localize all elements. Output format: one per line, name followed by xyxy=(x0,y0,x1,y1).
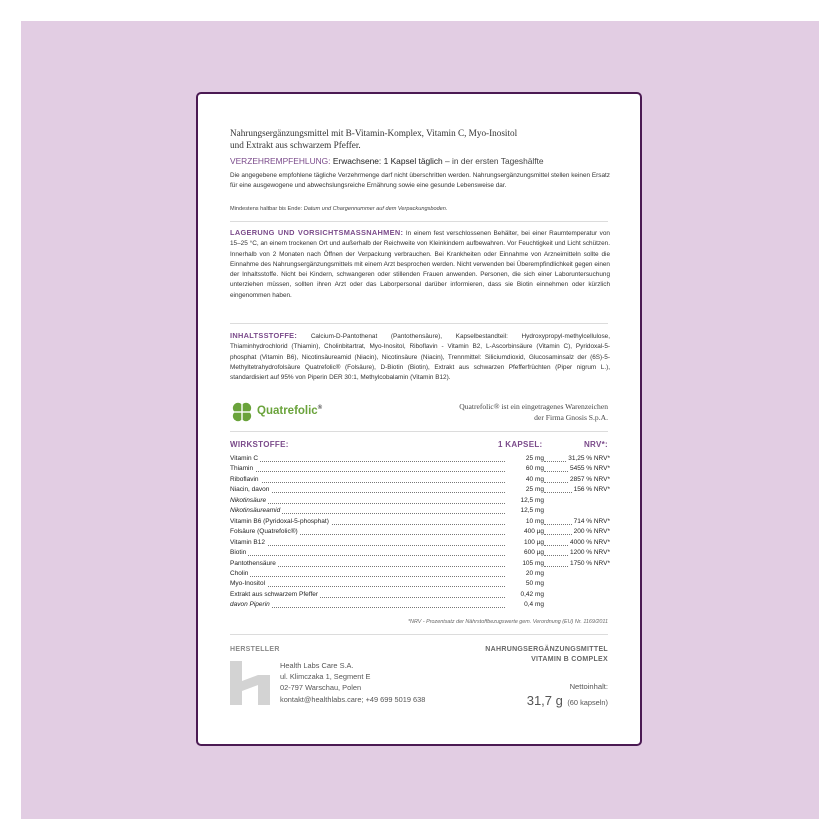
table-row xyxy=(230,600,610,611)
city: 02-797 Warschau, Polen xyxy=(280,683,362,693)
divider xyxy=(230,323,608,324)
leader-dots xyxy=(232,471,505,472)
ingredient-nrv: 714 % NRV* xyxy=(572,517,610,528)
divider xyxy=(230,431,608,432)
ingredient-name: Folsäure (Quatrefolic®) xyxy=(230,527,300,538)
quatrefolic-logo xyxy=(230,400,350,424)
ingredient-amount: 50 mg xyxy=(524,579,544,590)
ingredient-name: Vitamin B6 (Pyridoxal-5-phosphat) xyxy=(230,517,331,528)
dosage-value: Erwachsene: 1 Kapsel täglich xyxy=(332,156,443,166)
logo-reg-mark: ® xyxy=(317,405,323,412)
table-row xyxy=(230,590,610,601)
ingredients-section xyxy=(230,331,610,383)
contact: kontakt@healthlabs.care; +49 699 5019 638 xyxy=(280,694,426,704)
ingredients-heading: INHALTSSTOFFE: xyxy=(230,331,298,340)
table-row xyxy=(230,579,610,590)
ingredient-name: Biotin xyxy=(230,548,248,559)
logo-wordmark xyxy=(257,405,322,417)
ingredient-amount: 100 µg xyxy=(522,538,544,549)
manufacturer-address xyxy=(280,660,425,705)
description-line-1: Nahrungsergänzungsmittel mit B-Vitamin-Komplex, Vitamin C, Myo-Inositol xyxy=(230,128,518,138)
ingredient-name: Nikotinsäure xyxy=(230,496,268,507)
table-row xyxy=(230,464,610,475)
ingredient-name: davon Piperin xyxy=(230,600,272,611)
ingredient-amount: 105 mg xyxy=(520,559,544,570)
dosage-label: VERZEHREMPFEHLUNG: xyxy=(230,156,331,166)
table-row xyxy=(230,538,610,549)
health-labs-logo-icon xyxy=(230,661,270,705)
ingredient-name: Pantothensäure xyxy=(230,559,278,570)
best-before-label: Mindestens haltbar bis Ende: xyxy=(230,206,303,212)
ingredient-amount: 400 µg xyxy=(522,527,544,538)
leader-dots xyxy=(232,461,505,462)
ingredient-nrv: 31,25 % NRV* xyxy=(566,454,610,465)
trademark-line-1: Quatrefolic® ist ein eingetragenes Warenzeichen xyxy=(459,402,608,411)
net-content-value: 31,7 g xyxy=(526,693,563,708)
ingredient-name: Vitamin B12 xyxy=(230,538,267,549)
leader-dots xyxy=(232,482,505,483)
table-row xyxy=(230,485,610,496)
leader-dots xyxy=(232,492,505,493)
ingredient-amount: 60 mg xyxy=(524,464,544,475)
ingredient-nrv: 200 % NRV* xyxy=(572,527,610,538)
ingredient-name: Riboflavin xyxy=(230,475,261,486)
ingredient-nrv: 1750 % NRV* xyxy=(568,559,610,570)
dosage-recommendation xyxy=(230,155,620,167)
net-content xyxy=(527,692,608,710)
leader-dots xyxy=(232,503,505,504)
ingredient-amount: 20 mg xyxy=(524,569,544,580)
storage-heading: LAGERUNG UND VORSICHTSMASSNAHMEN: xyxy=(230,228,404,237)
ingredient-amount: 600 µg xyxy=(522,548,544,559)
clover-icon xyxy=(230,400,254,424)
ingredient-name: Nikotinsäureamid xyxy=(230,506,282,517)
ingredient-amount: 10 mg xyxy=(524,517,544,528)
divider xyxy=(230,634,608,635)
leader-dots xyxy=(232,576,505,577)
table-header-amount: 1 KAPSEL: xyxy=(498,440,543,449)
street: ul. Klimczaka 1, Segment E xyxy=(280,672,371,682)
health-labs-logo xyxy=(230,661,270,705)
ingredient-name: Niacin, davon xyxy=(230,485,271,496)
storage-text: In einem fest verschlossenen Behälter, bei einer Raumtemperatur von 15–25 °C, an einem trockenen Ort und außerhalb der Reichweite von Kleinkindern aufbewahren. Vor Feuchtigkeit und Licht schützen. Innerhalb von 2 Monaten nach Öffnen der Verpackung verbrauchen. Bei Krankheiten oder Einnahme von Arzneimitteln sollte die Einnahme des Nahrungsergänzungsmittels mit einem Arzt besprochen werden. Nicht verwenden bei Überempfindlichkeit gegen einen der Inhaltsstoffe. Nicht bei Kindern, schwangeren oder stillenden Frauen anwenden. Personen, die sich einer Laboruntersuchung unterziehen müssen, sollten ihren Arzt oder das Laborpersonal darüber informieren, dass sie Biotin einnehmen oder kürzlich eingenommen haben. xyxy=(230,230,610,299)
table-row xyxy=(230,496,610,507)
table-row xyxy=(230,454,610,465)
table-row xyxy=(230,559,610,570)
ingredient-nrv: 156 % NRV* xyxy=(572,485,610,496)
ingredient-amount: 25 mg xyxy=(524,485,544,496)
dosage-tail: – in der ersten Tageshälfte xyxy=(445,156,544,166)
ingredient-nrv: 2857 % NRV* xyxy=(568,475,610,486)
divider xyxy=(230,221,608,222)
trademark-notice xyxy=(388,402,608,423)
table-row xyxy=(230,527,610,538)
ingredient-amount: 12,5 mg xyxy=(519,496,545,507)
net-content-label: Nettoinhalt: xyxy=(569,682,608,691)
table-row xyxy=(230,569,610,580)
table-row xyxy=(230,517,610,528)
nrv-footnote: *NRV - Prozentsatz der Nährstoffbezugswerte gem. Verordnung (EU) Nr. 1169/2011 xyxy=(407,619,608,625)
ingredient-nrv: 1200 % NRV* xyxy=(568,548,610,559)
product-label xyxy=(196,92,642,746)
best-before-value: Datum und Chargennummer auf dem Verpackungsboden. xyxy=(303,206,448,212)
product-description xyxy=(230,127,610,151)
leader-dots xyxy=(232,607,505,608)
table-header-nrv: NRV*: xyxy=(583,440,608,449)
table-row xyxy=(230,506,610,517)
net-content-capsules: (60 kapseln) xyxy=(567,698,608,707)
trademark-line-2: der Firma Gnosis S.p.A. xyxy=(534,412,608,422)
logo-text: Quatrefolic xyxy=(257,405,318,417)
ingredient-name: Myo-Inositol xyxy=(230,579,267,590)
table-header-active-ingredients: WIRKSTOFFE: xyxy=(230,440,289,449)
product-type-line-2: VITAMIN B COMPLEX xyxy=(531,655,608,663)
table-row xyxy=(230,548,610,559)
leader-dots xyxy=(232,586,505,587)
ingredient-nrv: 5455 % NRV* xyxy=(568,464,610,475)
manufacturer-label: HERSTELLER xyxy=(230,646,280,653)
leader-dots xyxy=(232,555,505,556)
ingredient-amount: 0,42 mg xyxy=(519,590,545,601)
ingredients-text: Calcium-D-Pantothenat (Pantothensäure), Kapselbestandteil: Hydroxypropyl-methylcellulose, Thiaminhydrochlorid (Thiamin), Cholinbitartrat, Myo-Inositol, Riboflavin - Vitamin B2, L-Ascorbinsäure (Vitamin C), Pyridoxal-5-phosphat (Vitamin B6), Nicotinsäureamid (Niacin), Nicotinsäure (Niacin), Trennmittel: Siliciumdioxid, Glucosaminsalz der (6S)-5-Methyltetrahydrofolsäure Quatrefolic® (Folsäure), D-Biotin (Biotin), Extrakt aus schwarzen Pfefferfrüchten (Piper nigrum L.), standardisiert auf 95% von Piperin DER 30:1, Methylcobalamin (Vitamin B12). xyxy=(230,333,610,382)
company-name: Health Labs Care S.A. xyxy=(280,661,354,670)
table-row xyxy=(230,475,610,486)
warning-text: Die angegebene empfohlene tägliche Verzehrmenge darf nicht überschritten werden. Nahrungsergänzungsmittel stellen keinen Ersatz für eine ausgewogene und abwechslungsreiche Ernährung sowie eine gesunde Lebensweise dar. xyxy=(230,172,610,190)
leader-dots xyxy=(232,545,505,546)
product-type xyxy=(408,645,608,664)
ingredient-amount: 40 mg xyxy=(524,475,544,486)
ingredient-amount: 25 mg xyxy=(524,454,544,465)
ingredient-name: Vitamin C xyxy=(230,454,260,465)
ingredient-amount: 12,5 mg xyxy=(519,506,545,517)
ingredient-nrv: 4000 % NRV* xyxy=(568,538,610,549)
ingredient-name: Cholin xyxy=(230,569,250,580)
ingredient-name: Thiamin xyxy=(230,464,255,475)
storage-section xyxy=(230,228,610,301)
ingredient-amount: 0,4 mg xyxy=(522,600,544,611)
product-type-line-1: NAHRUNGSERGÄNZUNGSMITTEL xyxy=(485,646,608,653)
ingredient-name: Extrakt aus schwarzem Pfeffer xyxy=(230,590,320,601)
description-line-2: und Extrakt aus schwarzem Pfeffer. xyxy=(230,140,361,150)
best-before xyxy=(230,206,447,212)
